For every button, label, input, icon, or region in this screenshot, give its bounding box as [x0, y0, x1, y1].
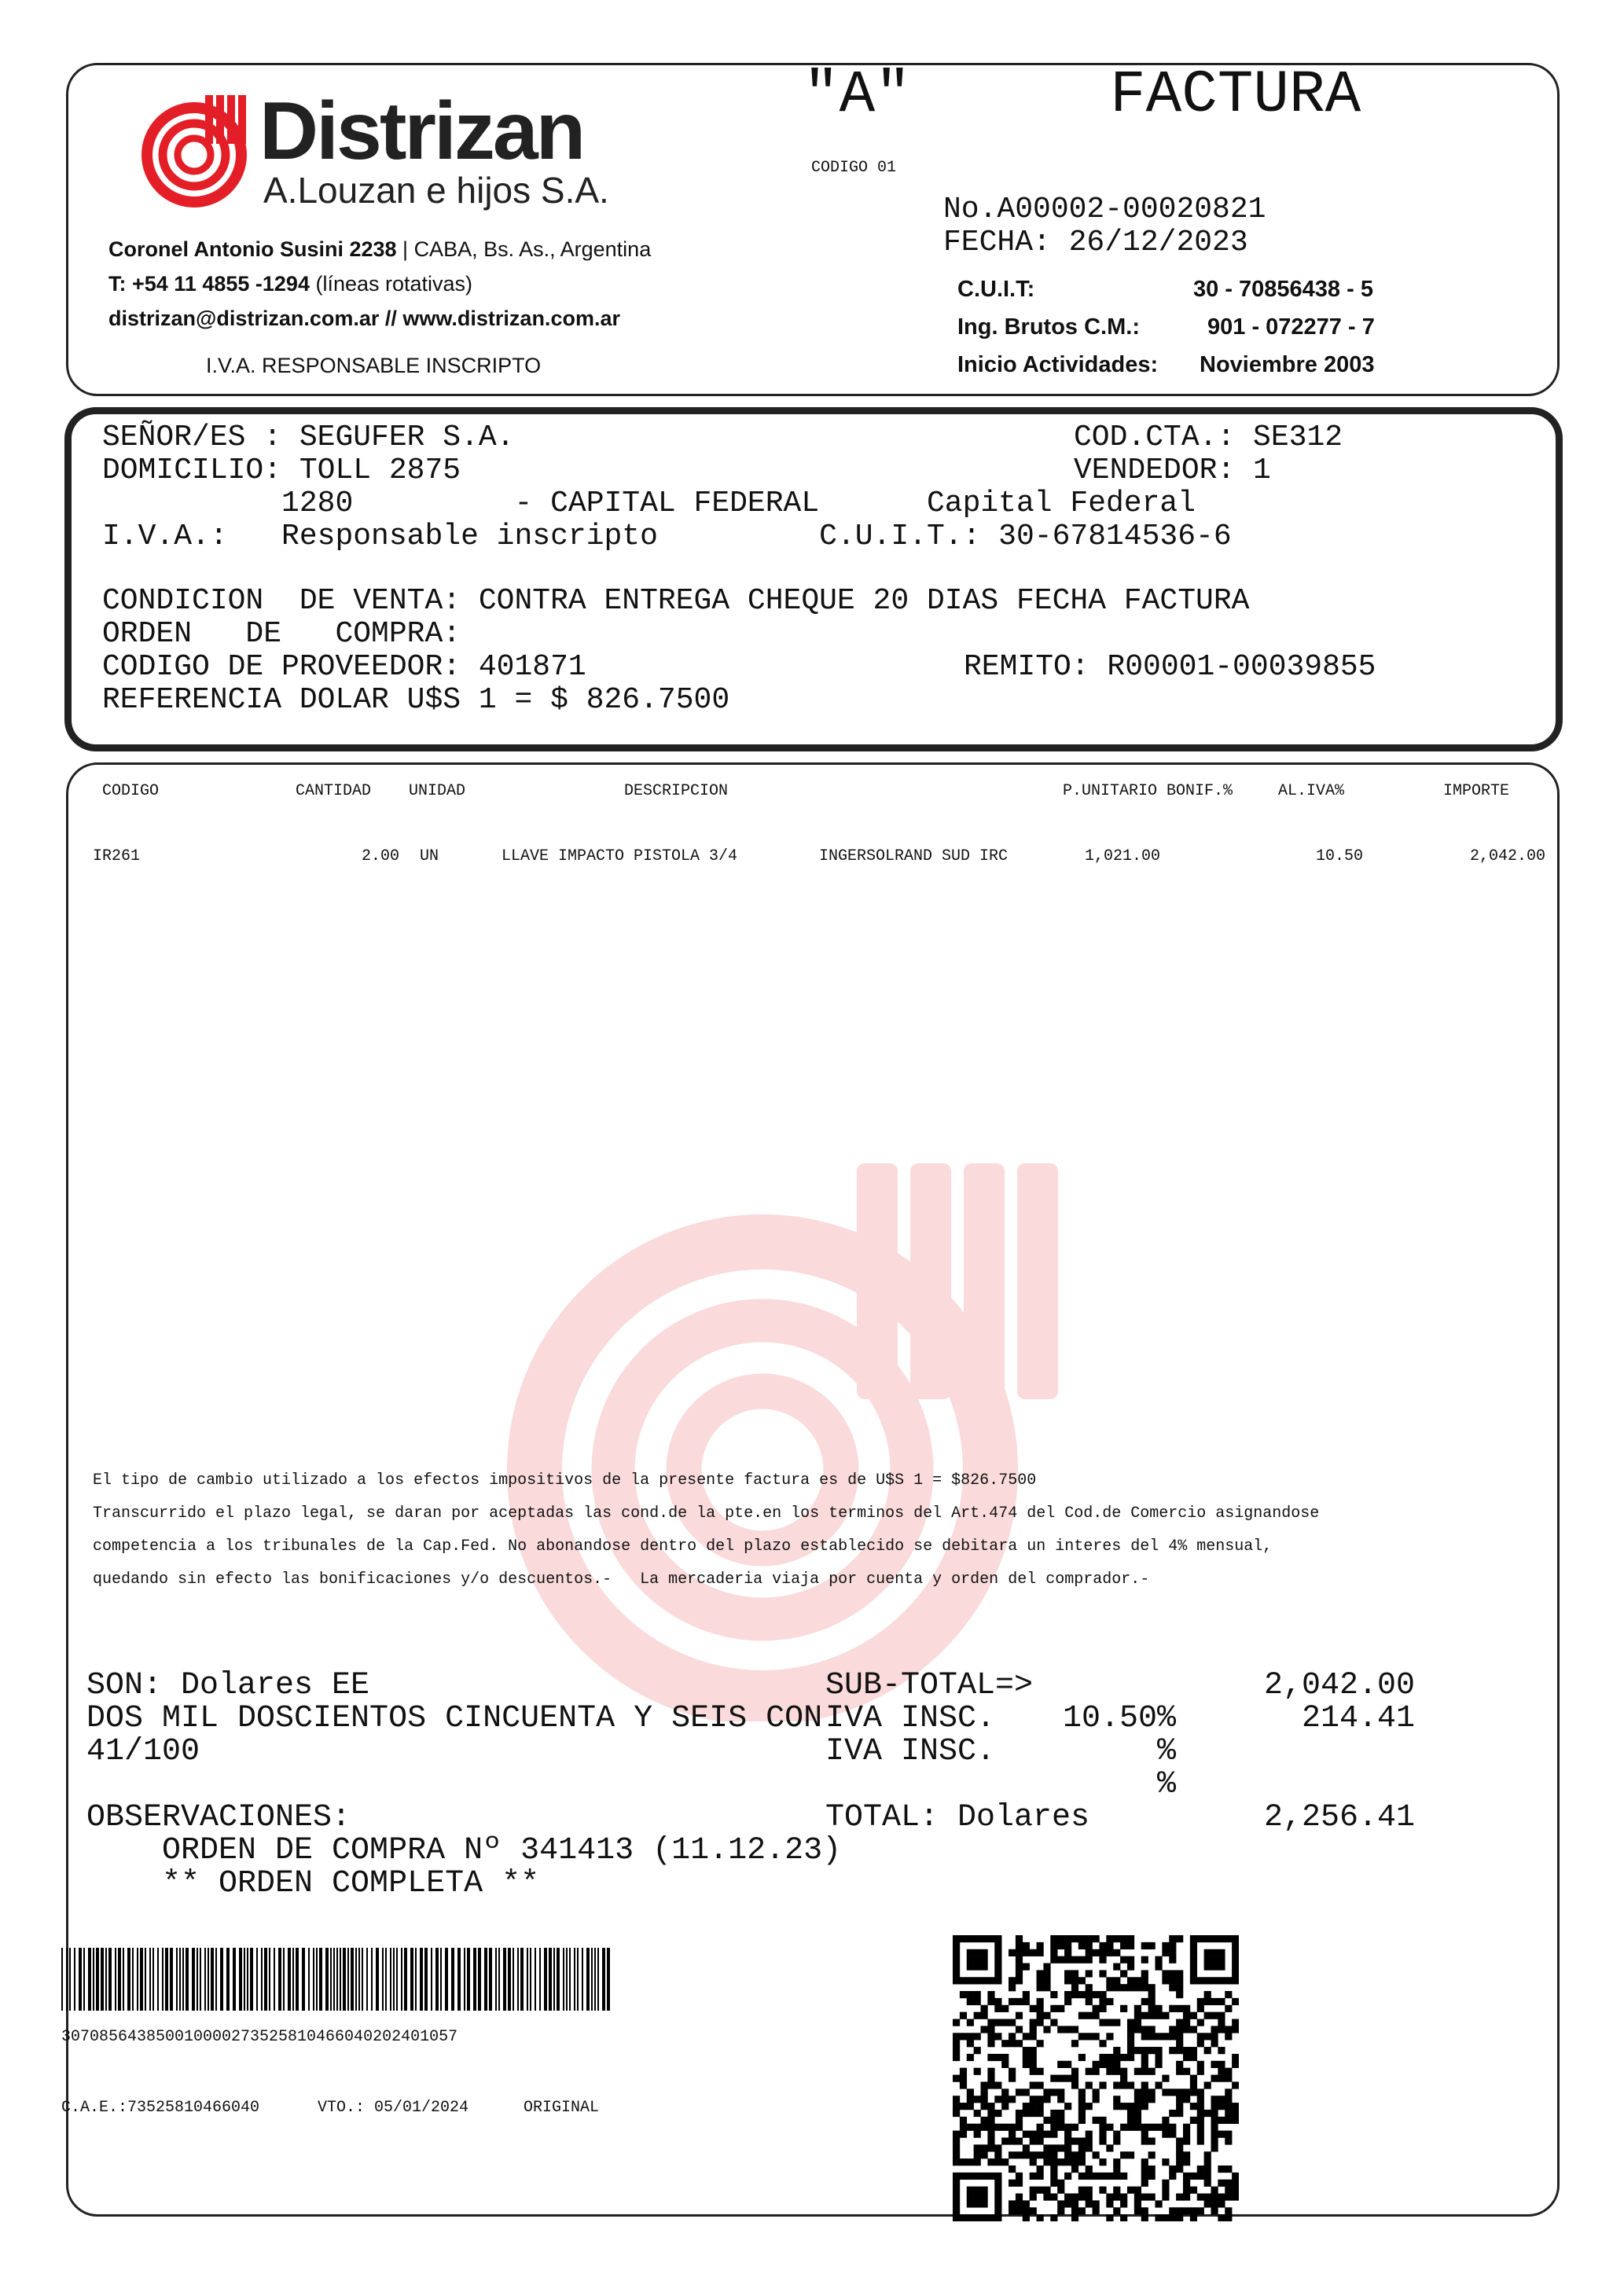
iibb-label: Ing. Brutos C.M.:: [957, 314, 1140, 340]
iva2-label: IVA INSC.: [825, 1734, 996, 1769]
customer-address: DOMICILIO: TOLL 2875: [102, 454, 461, 487]
row-codigo: IR261: [93, 847, 141, 865]
subtotal-label: SUB-TOTAL=>: [825, 1668, 1034, 1703]
iva1-rate: 10.50%: [1062, 1701, 1176, 1736]
col-header-aliva: AL.IVA%: [1278, 782, 1345, 800]
observations-complete: ** ORDEN COMPLETA **: [86, 1866, 540, 1901]
invoice-date: FECHA: 26/12/2023: [943, 226, 1248, 259]
invoice-code: CODIGO 01: [811, 159, 897, 177]
address-street: Coronel Antonio Susini 2238: [108, 237, 397, 261]
iva1-label: IVA INSC.: [825, 1701, 996, 1736]
cae-expiry: VTO.: 05/01/2024: [318, 2099, 469, 2117]
company-phone: [108, 272, 472, 296]
iva-status: I.V.A. RESPONSABLE INSCRIPTO: [206, 354, 542, 377]
cae-number: C.A.E.:73525810466040: [61, 2099, 260, 2117]
remito: REMITO: R00001-00039855: [964, 650, 1376, 684]
row-punitario: 1,021.00: [1085, 847, 1161, 865]
iva1-value: 214.41: [1301, 1701, 1415, 1736]
col-header-importe: IMPORTE: [1443, 782, 1510, 800]
row-importe: 2,042.00: [1469, 847, 1545, 865]
note-shipping: quedando sin efecto las bonificaciones y/o descuentos.- La mercaderia viaja por cuenta y orden del comprador.-: [93, 1570, 1150, 1589]
subtotal-value: 2,042.00: [1263, 1668, 1415, 1703]
inicio-label: Inicio Actividades:: [957, 352, 1159, 377]
distrizan-logo-icon: [138, 90, 263, 208]
iva2-rate: %: [1156, 1734, 1176, 1769]
amount-words-cents: 41/100: [86, 1734, 200, 1769]
customer-iva: I.V.A.: Responsable inscripto C.U.I.T.: 30-67814536-6: [102, 520, 1232, 553]
company-address: [108, 237, 651, 262]
note-legal-term: Transcurrido el plazo legal, se daran por aceptadas las cond.de la pte.en los terminos del Art.474 del Cod.de Comercio asignandose: [93, 1504, 1320, 1523]
col-header-unidad: UNIDAD: [409, 782, 466, 800]
customer-name: SEÑOR/ES : SEGUFER S.A.: [102, 421, 515, 454]
row-cantidad: 2.00: [361, 847, 399, 865]
row-aliva: 10.50: [1315, 847, 1363, 865]
phone-note: (líneas rotativas): [309, 272, 473, 296]
customer-seller: VENDEDOR: 1: [1074, 454, 1271, 487]
invoice-number: No.A00002-00020821: [943, 193, 1266, 226]
copy-type: ORIGINAL: [524, 2099, 600, 2117]
observations-order: ORDEN DE COMPRA Nº 341413 (11.12.23): [86, 1833, 842, 1868]
dollar-reference: REFERENCIA DOLAR U$S 1 = $ 826.7500: [102, 683, 730, 717]
row-unidad: UN: [420, 847, 439, 865]
purchase-order: ORDEN DE COMPRA:: [102, 617, 461, 651]
iibb-value: 901 - 072277 - 7: [1207, 314, 1375, 340]
iva3-rate: %: [1156, 1767, 1176, 1802]
phone-number: T: +54 11 4855 -1294: [108, 272, 310, 296]
row-descripcion: LLAVE IMPACTO PISTOLA 3/4: [502, 847, 738, 865]
col-header-punitario: P.UNITARIO BONIF.%: [1063, 782, 1233, 800]
barcode: [61, 1948, 612, 2011]
amount-words: DOS MIL DOSCIENTOS CINCUENTA Y SEIS CON: [86, 1701, 823, 1736]
inicio-value: Noviembre 2003: [1200, 352, 1375, 377]
col-header-descripcion: DESCRIPCION: [624, 782, 729, 800]
brand-name: Distrizan: [259, 86, 584, 177]
col-header-codigo: CODIGO: [102, 782, 160, 800]
customer-city: 1280 - CAPITAL FEDERAL Capital Federal: [102, 487, 1196, 520]
observations-label: OBSERVACIONES:: [86, 1800, 351, 1835]
note-exchange-rate: El tipo de cambio utilizado a los efectos impositivos de la presente factura es de U$S 1 = $826.7500: [93, 1471, 1037, 1490]
sale-condition: CONDICION DE VENTA: CONTRA ENTREGA CHEQUE 20 DIAS FECHA FACTURA: [102, 584, 1250, 618]
amount-words-label: SON: Dolares EE: [86, 1668, 370, 1703]
barcode-number: 30708564385001000027352581046604020240105​7: [61, 2028, 458, 2046]
watermark-logo-icon: [495, 1155, 1093, 1721]
cuit-label: C.U.I.T:: [957, 277, 1035, 302]
qr-code: [953, 1935, 1239, 2221]
cuit-value: 30 - 70856438 - 5: [1193, 277, 1373, 302]
total-label: TOTAL: Dolares: [825, 1800, 1090, 1835]
brand-subtitle: A.Louzan e hijos S.A.: [263, 170, 609, 211]
company-email-web: distrizan@distrizan.com.ar // www.distrizan.com.ar: [108, 307, 620, 330]
invoice-letter: "A": [803, 61, 911, 129]
row-marca: INGERSOLRAND SUD IRC: [819, 847, 1009, 865]
supplier-code: CODIGO DE PROVEEDOR: 401871: [102, 650, 586, 684]
address-city: | CABA, Bs. As., Argentina: [396, 237, 652, 261]
col-header-cantidad: CANTIDAD: [296, 782, 372, 800]
note-jurisdiction: competencia a los tribunales de la Cap.Fed. No abonandose dentro del plazo establecido se debitara un interes del 4% mensual,: [93, 1537, 1273, 1556]
invoice-type: FACTURA: [1110, 61, 1361, 129]
total-value: 2,256.41: [1263, 1800, 1415, 1835]
customer-account: COD.CTA.: SE312: [1074, 421, 1343, 454]
